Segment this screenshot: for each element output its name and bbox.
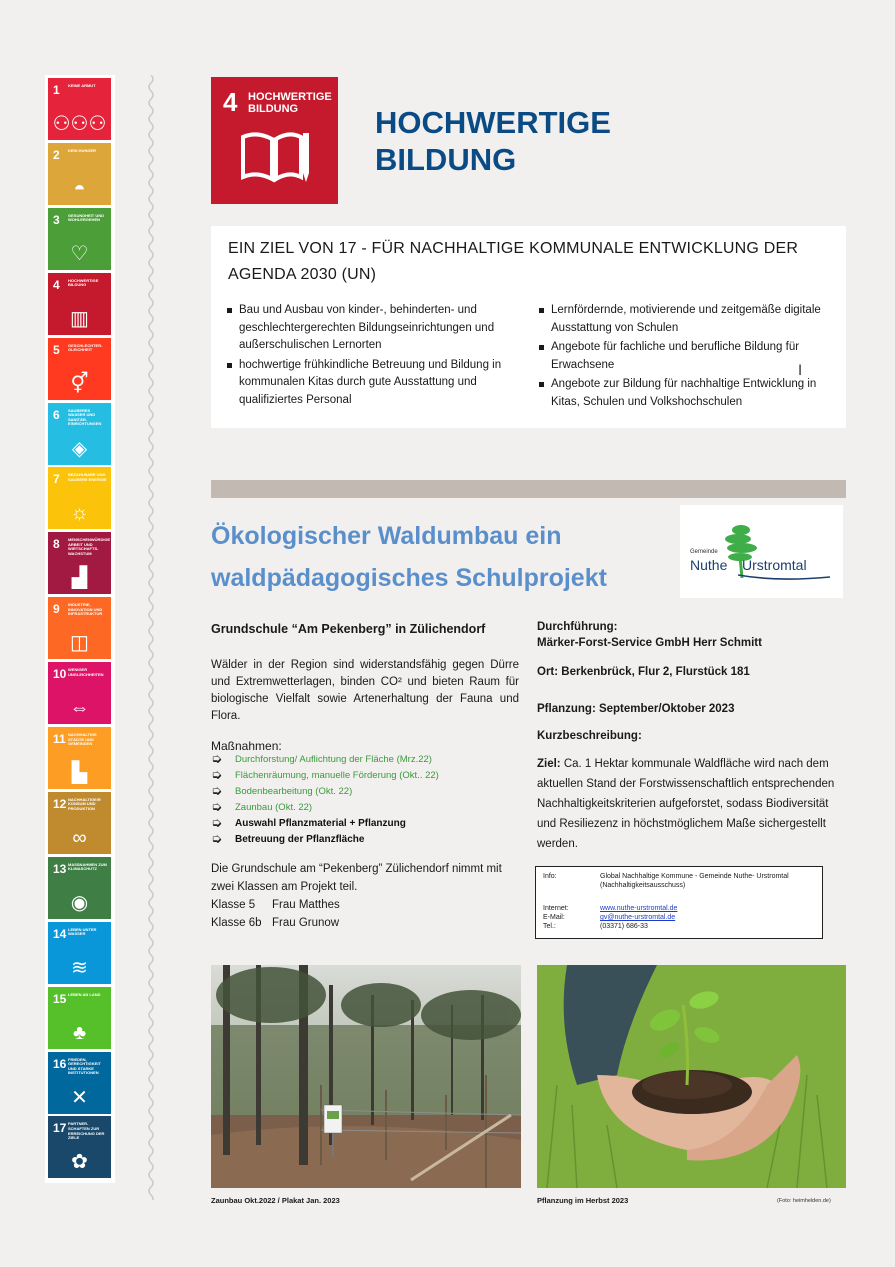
sdg-goal-label: WENIGER UNGLEICHHEITEN	[68, 667, 104, 677]
sdg-goal-6-tile	[48, 403, 111, 465]
execution-label: Durchführung:	[537, 621, 618, 633]
sdg-goal-icon: ✿	[71, 1151, 88, 1174]
sdg-goals-sidebar	[45, 75, 115, 1183]
email-row	[543, 913, 675, 922]
sdg-goal-number: 12	[53, 796, 67, 811]
sdg-goal-label: GESCHLECHTER-GLEICHHEIT	[68, 342, 103, 353]
teacher-name: Frau Grunow	[272, 917, 340, 929]
tel-row	[543, 922, 648, 931]
sdg-goal-icon: ⇔	[69, 697, 90, 720]
sdg-goal-number: 10	[53, 667, 67, 682]
sdg-goal-number: 3	[53, 212, 60, 227]
class-name: Klasse 6b	[211, 917, 262, 929]
sdg-goal-label: INDUSTRIE, INNOVATION UND INFRASTRUKTUR	[68, 602, 103, 617]
measure-text: Auswahl Pflanzmaterial + Pflanzung	[235, 818, 406, 829]
bullet-item: Angebote zur Bildung für nachhaltige Entwicklung in Kitas, Schulen und Volkshochschulen	[539, 376, 834, 411]
forest-intro-text: Wälder in der Region sind widerstandsfähig gegen Dürre und Extremwetterlagen, binden CO² und bieten Raum für biologische Vielfalt sowie Artenerhaltung der Fauna und Flora.	[211, 659, 519, 722]
sdg-goal-icon: ♡	[70, 242, 89, 265]
book-pencil-icon	[239, 129, 311, 185]
sdg-goal-number: 5	[53, 342, 60, 357]
sdg-goal-9-tile	[48, 597, 111, 659]
sdg-goal-label: NACHHALTIGE STÄDTE UND GEMEINDEN	[68, 732, 97, 747]
measures-label: Maßnahmen:	[211, 739, 282, 753]
sdg-goal-icon: ♣	[72, 1021, 87, 1044]
sdg-goal-icon: ☼	[70, 502, 89, 525]
sdg-goal-number: 9	[53, 602, 60, 617]
sdg-goal-label: HOCHWERTIGE BILDUNG	[68, 277, 99, 288]
summary-label: Kurzbeschreibung:	[537, 730, 642, 742]
measure-item	[211, 768, 519, 784]
class-row	[211, 914, 340, 932]
sdg-goal-label: LEBEN UNTER WASSER	[68, 926, 97, 937]
sdg-goal-label: FRIEDEN, GERECHTIGKEIT UND STARKE INSTITUTIONEN	[68, 1056, 101, 1076]
forest-illustration	[211, 965, 521, 1188]
agenda-intro-box	[211, 226, 846, 428]
goal-title-line2: BILDUNG	[375, 142, 517, 177]
arrow-icon: ➭	[211, 752, 222, 767]
forest-photo-caption: Zaunbau Okt.2022 / Plakat Jan. 2023	[211, 1196, 340, 1205]
sdg-goal-15-tile	[48, 987, 111, 1049]
logo-urstromtal-text: Urstromtal	[742, 557, 807, 573]
sdg-goal-label: GESUNDHEIT UND WOHLERGEHEN	[68, 212, 105, 223]
class-name: Klasse 5	[211, 899, 256, 911]
measure-item	[211, 784, 519, 800]
bullet-list-left	[227, 302, 527, 411]
measure-item	[211, 832, 519, 848]
sdg-goal-label: SAUBERES WASSER UND SANITÄR-EINRICHTUNGEN	[68, 407, 102, 427]
execution-company: Märker-Forst-Service GmbH Herr Schmitt	[537, 637, 762, 649]
sdg-goal-4-tile	[48, 273, 111, 335]
photo-credit: (Foto: heimhelden.de)	[777, 1198, 831, 1204]
sdg-goal-number: 15	[53, 991, 67, 1006]
sdg-goal-17-tile	[48, 1116, 111, 1178]
email-link[interactable]: gv@nuthe-urstromtal.de	[600, 914, 676, 921]
sdg-goal-number: 4	[53, 277, 60, 292]
sdg-goal-number: 14	[53, 926, 67, 941]
seedling-hands-photo	[537, 965, 846, 1188]
measure-item	[211, 752, 519, 768]
goal-4-tile	[211, 77, 338, 204]
classes-list	[211, 896, 340, 932]
bullet-list-right	[539, 302, 834, 413]
seedling-illustration	[537, 965, 846, 1188]
arrow-icon: ➭	[211, 768, 222, 783]
goal-label: Ziel:	[537, 758, 561, 770]
sdg-goal-number: 6	[53, 407, 60, 422]
bullet-item: Bau und Ausbau von kinder-, behinderten- und geschlechtergerechten Bildungseinrichtungen und außerschulischen Lernorten	[227, 302, 527, 355]
arrow-icon: ➭	[211, 800, 222, 815]
sdg-goal-icon: ≋	[71, 956, 88, 979]
sdg-goal-3-tile	[48, 208, 111, 270]
measure-text: Betreuung der Pflanzfläche	[235, 834, 365, 845]
sdg-goal-icon: ⚇⚇⚇	[52, 113, 107, 135]
sdg-goal-number: 17	[53, 1121, 67, 1136]
planting-date: Pflanzung: September/Oktober 2023	[537, 703, 735, 715]
sdg-goal-label: KEIN HUNGER	[68, 147, 97, 153]
logo-gemeinde-text: Gemeinde	[690, 549, 718, 555]
measures-list	[211, 752, 519, 848]
contact-info-box	[535, 866, 823, 939]
participation-text: Die Grundschule am “Pekenberg” Zülichendorf nimmt mit zwei Klassen am Projekt teil.	[211, 863, 502, 893]
sdg-goal-12-tile	[48, 792, 111, 854]
email-key: E-Mail:	[543, 914, 565, 921]
logo-nuthe-text: Nuthe	[690, 557, 728, 573]
agenda-heading: EIN ZIEL VON 17 - FÜR NACHHALTIGE KOMMUNALE ENTWICKLUNG DER AGENDA 2030 (UN)	[228, 240, 799, 283]
sdg-goal-label: PARTNER-SCHAFTEN ZUR ERREICHUNG DER ZIELE	[68, 1121, 105, 1141]
sdg-goal-number: 11	[53, 732, 66, 746]
sdg-goal-label: NACHHALTIGE/R KONSUM UND PRODUKTION	[68, 796, 101, 812]
location-text: Ort: Berkenbrück, Flur 2, Flurstück 181	[537, 666, 750, 678]
plant-photo-caption: Pflanzung im Herbst 2023	[537, 1196, 629, 1205]
sdg-goal-label: KEINE ARMUT	[68, 83, 96, 88]
sdg-goal-icon: ◈	[71, 437, 88, 460]
class-row	[211, 896, 340, 914]
section-divider-bar	[211, 480, 846, 498]
info-value-2: (Nachhaltigkeitsausschuss)	[600, 882, 686, 889]
sdg-goal-number: 16	[53, 1056, 67, 1071]
internet-key: Internet:	[543, 905, 569, 912]
sdg-goal-icon: ▟	[71, 567, 88, 590]
info-key: Info:	[543, 873, 557, 880]
measure-text: Durchforstung/ Auflichtung der Fläche (Mrz.22)	[235, 754, 432, 765]
sdg-goal-icon: ✕	[71, 1086, 88, 1109]
nuthe-urstromtal-logo	[680, 505, 843, 598]
measure-text: Flächenräumung, manuelle Förderung (Okt.. 22)	[235, 770, 439, 781]
sdg-goal-number: 1	[53, 83, 60, 97]
measure-text: Bodenbearbeitung (Okt. 22)	[235, 786, 353, 797]
sdg-goal-icon: ◉	[70, 891, 89, 914]
sdg-goal-label: LEBEN AN LAND	[68, 991, 101, 997]
sdg-goal-icon: ◓	[73, 177, 86, 200]
text-cursor-icon: Ι	[798, 363, 803, 379]
arrow-icon: ➭	[211, 816, 222, 831]
sdg-goal-icon: ◫	[70, 632, 89, 655]
info-value: Global Nachhaltige Kommune - Gemeinde Nuthe- Urstromtal	[600, 873, 789, 880]
sdg-goal-number: 8	[53, 537, 60, 552]
sdg-goal-11-tile	[48, 727, 111, 789]
sdg-goal-label: MASSNAHMEN ZUM KLIMASCHUTZ	[68, 861, 107, 872]
sdg-goal-1-tile	[48, 78, 111, 140]
measure-item	[211, 816, 519, 832]
info-row-2	[543, 881, 685, 890]
bullet-item: Lernfördernde, motivierende und zeitgemäße digitale Ausstattung von Schulen	[539, 302, 834, 337]
sdg-goal-number: 13	[53, 861, 67, 876]
sdg-goal-label: BEZAHLBARE UND SAUBERE ENERGIE	[68, 472, 107, 482]
wavy-divider	[147, 75, 155, 1200]
goal-title-line1: HOCHWERTIGE	[375, 105, 611, 140]
sdg-goal-icon: ▙	[71, 762, 88, 784]
measure-item	[211, 800, 519, 816]
internet-row	[543, 904, 677, 913]
sdg-goal-10-tile	[48, 662, 111, 724]
sdg-goal-icon: ∞	[72, 826, 87, 849]
project-title: Ökologischer Waldumbau ein waldpädagogisches Schulprojekt	[211, 522, 607, 592]
sdg-goal-8-tile	[48, 532, 111, 594]
logo-swoosh	[738, 573, 830, 581]
goal-description	[537, 754, 847, 854]
sdg-goal-number: 2	[53, 147, 60, 162]
bullet-item: hochwertige frühkindliche Betreuung und Bildung in kommunalen Kitas durch gute Ausstattung und qualifiziertes Personal	[227, 357, 527, 410]
website-link[interactable]: www.nuthe-urstromtal.de	[600, 905, 678, 912]
tel-value: (03371) 686-33	[600, 923, 648, 930]
goal-tile-number: 4	[223, 87, 238, 117]
measure-text: Zaunbau (Okt. 22)	[235, 802, 313, 813]
sdg-goal-2-tile	[48, 143, 111, 205]
sdg-goal-16-tile	[48, 1052, 111, 1114]
goal-title	[375, 104, 611, 178]
school-name: Grundschule “Am Pekenberg” in Zülichendorf	[211, 622, 486, 636]
sdg-goal-label: MENSCHENWÜRDIGE ARBEIT UND WIRTSCHAFTS-WACHSTUM	[68, 537, 111, 557]
sdg-goal-icon: ▥	[70, 307, 89, 330]
sdg-goal-7-tile	[48, 467, 111, 529]
arrow-icon: ➭	[211, 832, 222, 847]
tel-key: Tel.:	[543, 923, 556, 930]
sdg-goal-14-tile	[48, 922, 111, 984]
execution-block	[537, 619, 847, 651]
arrow-icon: ➭	[211, 784, 222, 799]
teacher-name: Frau Matthes	[272, 899, 340, 911]
sdg-goal-13-tile	[48, 857, 111, 919]
goal-text: Ca. 1 Hektar kommunale Waldfläche wird nach dem aktuellen Stand der Forstwissenschaftlich entsprechenden Nachhaltigkeitskriterien aufgeforstet, sodass Biodiversität und Resiliezenz in höchstmöglichem Maße sichergestellt werden.	[537, 758, 835, 850]
sdg-goal-number: 7	[53, 472, 60, 487]
goal-tile-label: HOCHWERTIGE BILDUNG	[248, 91, 332, 115]
info-row	[543, 872, 789, 881]
bullet-item: Angebote für fachliche und berufliche Bildung für Erwachsene	[539, 339, 834, 374]
forest-fence-photo	[211, 965, 521, 1188]
sdg-goal-icon: ⚥	[70, 372, 89, 395]
sdg-goal-5-tile	[48, 338, 111, 400]
